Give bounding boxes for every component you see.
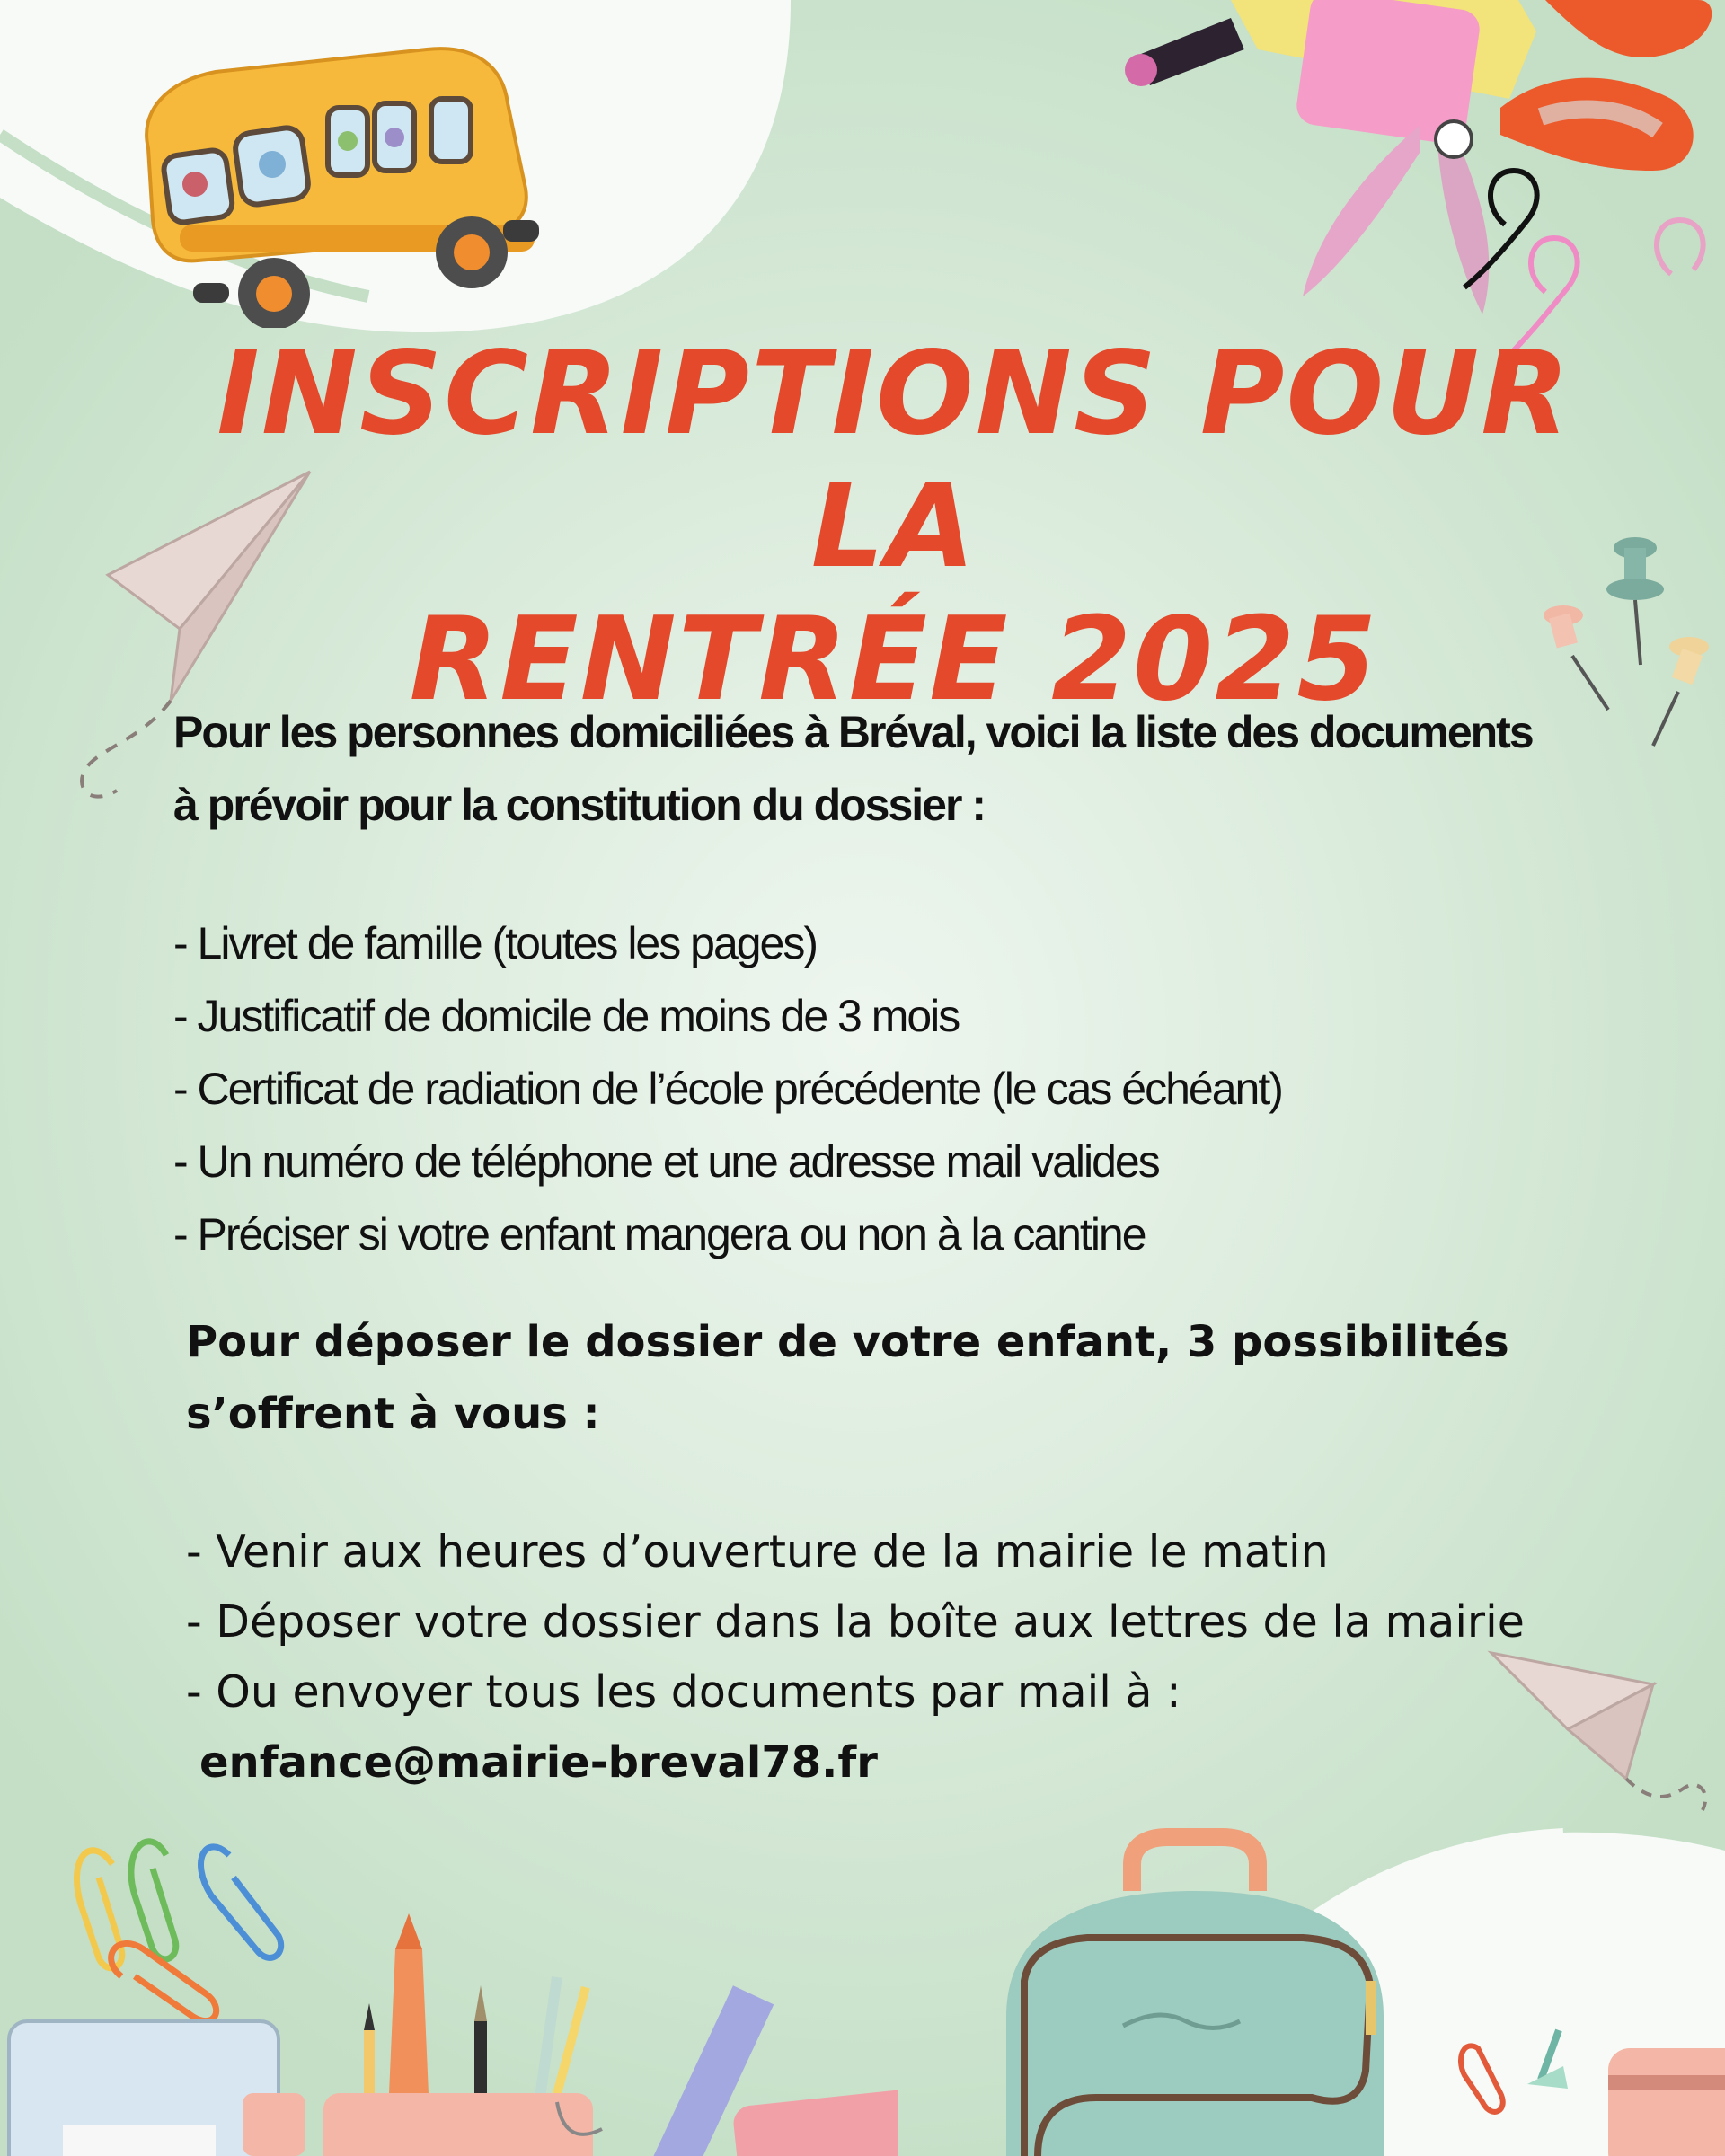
documents-intro: Pour les personnes domiciliées à Bréval, voici la liste des documents à prévoir pour la constitution du dossier : xyxy=(173,707,1533,830)
school-supplies-illustration xyxy=(0,1824,898,2156)
list-item: - Livret de famille (toutes les pages) xyxy=(173,918,818,968)
school-bus-illustration xyxy=(130,31,571,328)
submission-options-list xyxy=(186,1517,1588,1727)
list-item: - Venir aux heures d’ouverture de la mairie le matin xyxy=(186,1526,1329,1577)
email-address: enfance@mairie-breval78.fr xyxy=(199,1737,878,1788)
list-item: - Ou envoyer tous les documents par mail à : xyxy=(186,1666,1181,1718)
title-line: INSCRIPTIONS POUR LA xyxy=(217,327,1571,594)
title-line: RENTRÉE 2025 xyxy=(409,593,1379,727)
flyer-title xyxy=(207,328,1581,727)
list-item: - Justificatif de domicile de moins de 3 mois xyxy=(173,991,960,1041)
list-item: - Déposer votre dossier dans la boîte aux lettres de la mairie xyxy=(186,1596,1525,1648)
list-item: - Un numéro de téléphone et une adresse mail valides xyxy=(173,1136,1159,1187)
submission-intro: Pour déposer le dossier de votre enfant, 3 possibilités s’offrent à vous : xyxy=(186,1317,1509,1439)
list-item: - Certificat de radiation de l’école précédente (le cas échéant) xyxy=(173,1064,1282,1114)
pencil-case-illustration xyxy=(1438,2012,1725,2156)
list-item: - Préciser si votre enfant mangera ou non à la cantine xyxy=(173,1209,1146,1259)
documents-list xyxy=(173,907,1575,1271)
backpack-illustration xyxy=(988,1828,1393,2156)
